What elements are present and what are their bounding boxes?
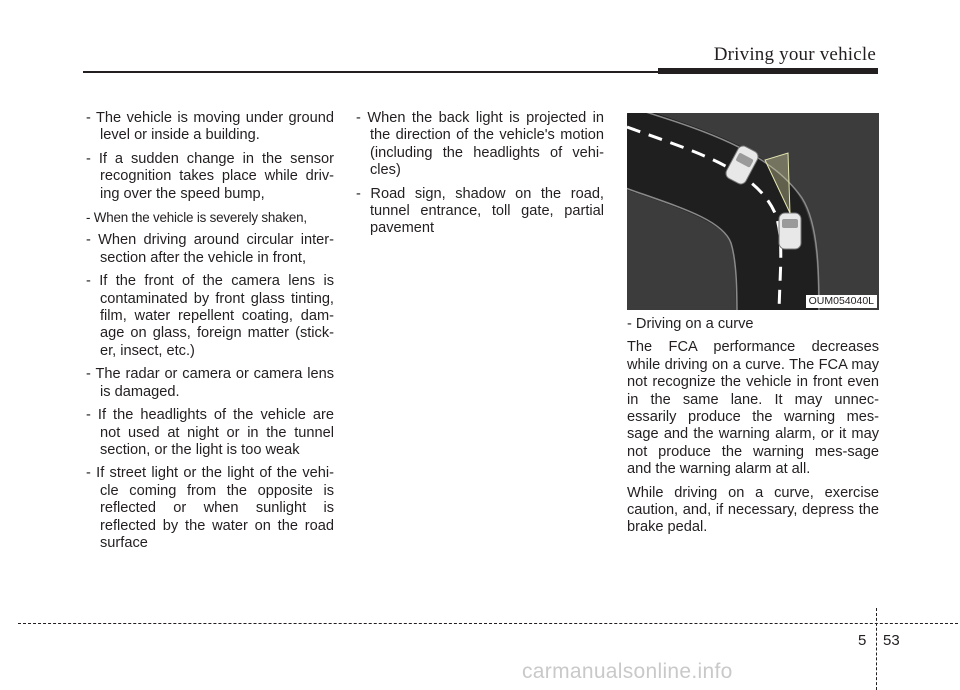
column-middle — [356, 110, 604, 244]
list-item: - Road sign, shadow on the road, tunnel entrance, toll gate, partial pavement — [356, 185, 604, 237]
list-item: - If street light or the light of the vehi-cle coming from the opposite is reflected or when sunlight is reflected by the water on the road surface — [86, 465, 334, 551]
list-item: - When the back light is projected in the direction of the vehicle's motion (including the headlights of vehi-cles) — [356, 110, 604, 179]
subheading: - Driving on a curve — [627, 316, 754, 332]
header-rule — [83, 71, 658, 73]
figure-code: OUM054040L — [806, 295, 877, 308]
list-item: - If the headlights of the vehicle are not used at night or in the tunnel section, or the light is too weak — [86, 407, 334, 458]
list-item: - The vehicle is moving under ground level or inside a building. — [86, 110, 334, 144]
column-left — [86, 110, 334, 558]
list-item: - The radar or camera or camera lens is damaged. — [86, 366, 334, 400]
footer-rule — [18, 623, 958, 624]
section-title: Driving your vehicle — [713, 44, 876, 65]
chapter-number: 5 — [858, 632, 867, 649]
column-right — [627, 316, 879, 543]
list-item: - If the front of the camera lens is contaminated by front glass tinting, film, water repellent coating, dam-age on glass, foreign matter (stick-er, insect, etc.) — [86, 273, 334, 359]
footer-divider — [876, 608, 877, 690]
page-number: 53 — [883, 632, 900, 649]
list-item: - When the vehicle is severely shaken, — [86, 210, 307, 226]
list-item: - If a sudden change in the sensor recognition takes place while driv-ing over the speed bump, — [86, 150, 334, 202]
watermark: carmanualsonline.info — [522, 660, 733, 683]
list-item: - When driving around circular inter-section after the vehicle in front, — [86, 232, 334, 266]
paragraph: While driving on a curve, exercise caution, and, if necessary, depress the brake pedal. — [627, 484, 879, 536]
header-rule-accent — [658, 68, 878, 74]
paragraph: The FCA performance decreases while driving on a curve. The FCA may not recognize the vehicle in front even in the same lane. It may unnec-essarily produce the warning mes-sage and the warning alarm, or it may not produce the warning mes-sage and the warning alarm at all. — [627, 339, 879, 478]
curve-road-icon — [627, 113, 879, 310]
curve-road-figure — [627, 113, 879, 310]
